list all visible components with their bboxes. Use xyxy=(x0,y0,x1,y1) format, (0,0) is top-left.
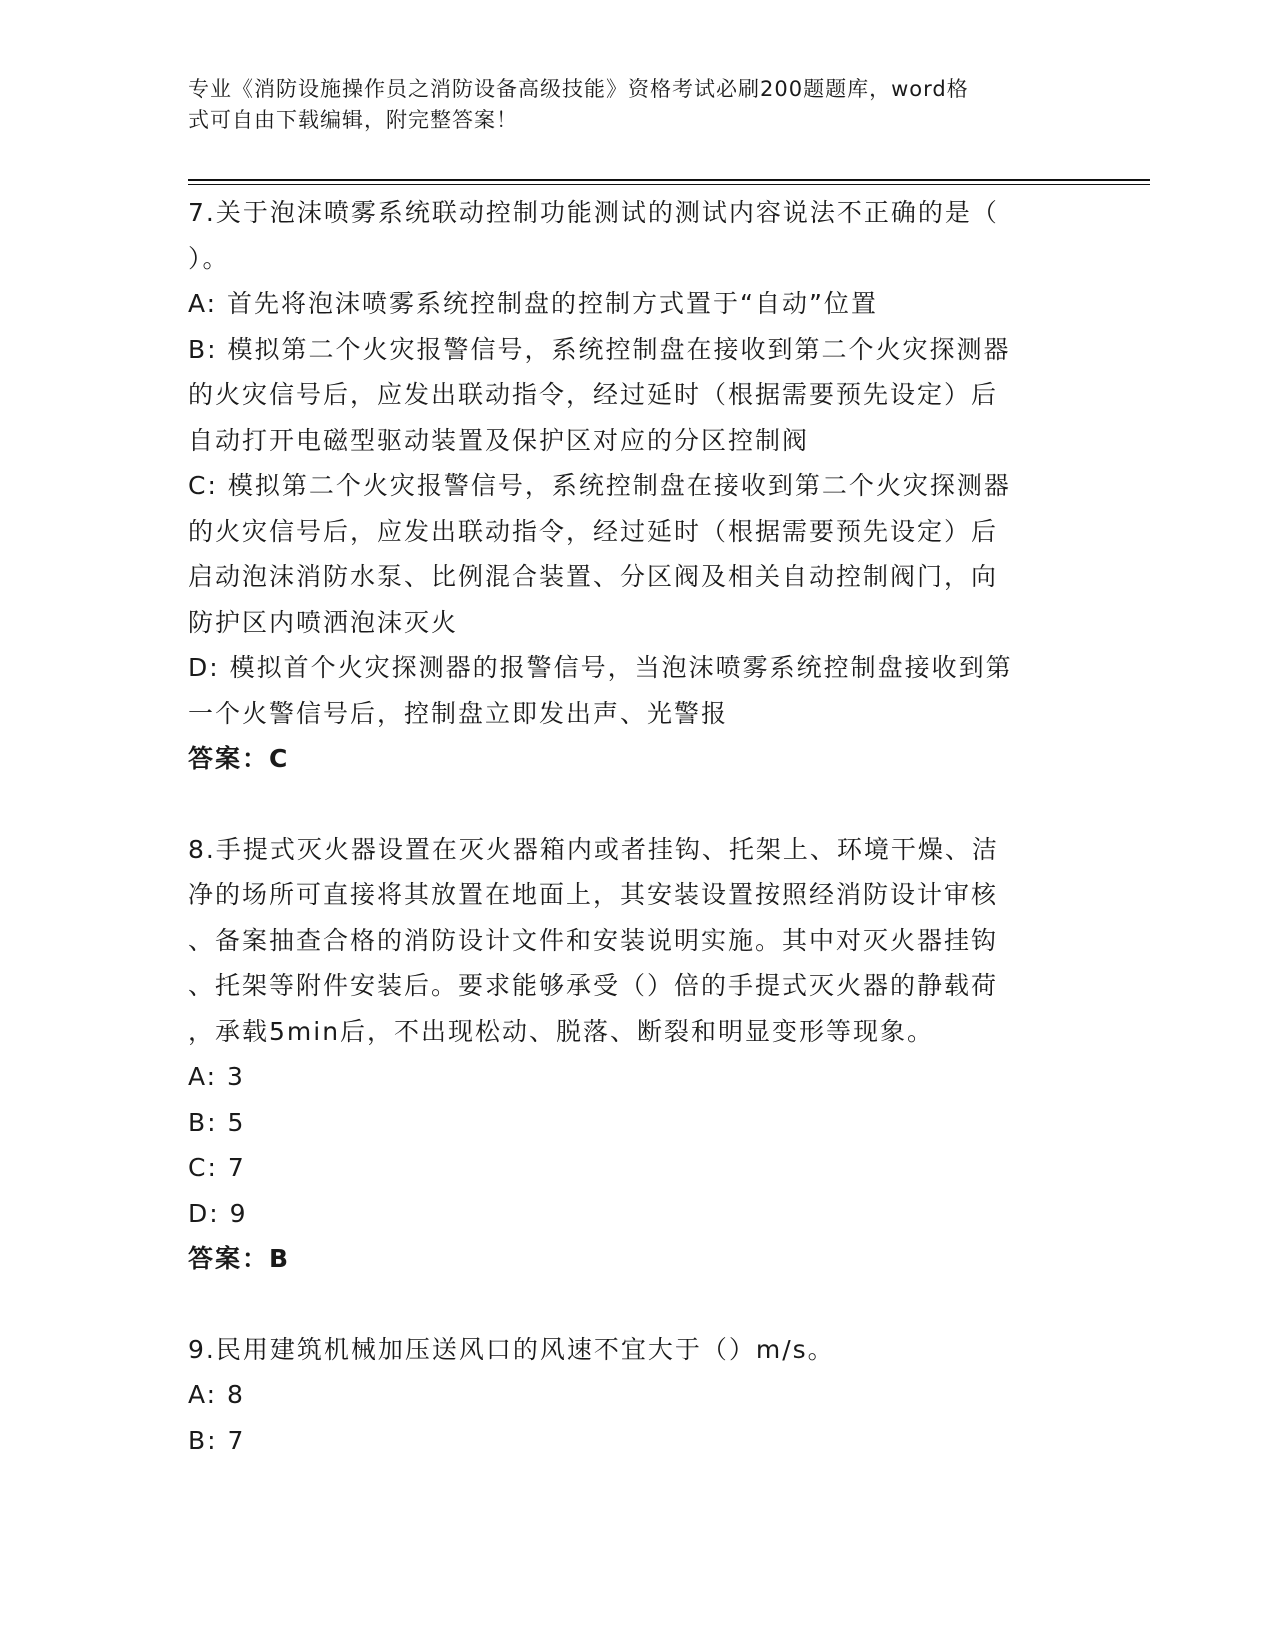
answer-label: 答案：C xyxy=(188,744,290,773)
option-b-cont: 自动打开电磁型驱动装置及保护区对应的分区控制阀 xyxy=(188,425,810,455)
option-c-cont: 防护区内喷洒泡沫灭火 xyxy=(188,607,459,637)
answer-label: 答案：B xyxy=(188,1244,291,1273)
question-line: 8.手提式灭火器设置在灭火器箱内或者挂钩、托架上、环境干燥、洁 xyxy=(188,834,999,864)
question-line: 净的场所可直接将其放置在地面上，其安装设置按照经消防设计审核 xyxy=(188,880,999,909)
question-line: 9.民用建筑机械加压送风口的风速不宜大于（）m/s。 xyxy=(188,1334,835,1364)
header-divider-thick xyxy=(188,179,1150,181)
option-c-cont: 的火灾信号后，应发出联动指令，经过延时（根据需要预先设定）后 xyxy=(188,516,999,546)
question-8 xyxy=(188,827,1078,1282)
header-line-2: 式可自由下载编辑，附完整答案！ xyxy=(188,108,518,132)
question-list xyxy=(188,190,1078,1463)
option-c-cont: 启动泡沫消防水泵、比例混合装置、分区阀及相关自动控制阀门，向 xyxy=(188,562,999,591)
option-b: B: 5 xyxy=(188,1107,246,1137)
header-line-1: 专业《消防设施操作员之消防设备高级技能》资格考试必刷200题题库，word格 xyxy=(188,77,969,101)
question-line: 、托架等附件安装后。要求能够承受（）倍的手提式灭火器的静载荷 xyxy=(188,971,999,1000)
option-a: A: 首先将泡沫喷雾系统控制盘的控制方式置于“自动”位置 xyxy=(188,289,878,318)
question-line: ）。 xyxy=(188,243,230,273)
option-d-cont: 一个火警信号后，控制盘立即发出声、光警报 xyxy=(188,698,729,728)
option-a: A: 8 xyxy=(188,1380,245,1409)
option-b: B: 模拟第二个火灾报警信号，系统控制盘在接收到第二个火灾探测器 xyxy=(188,334,1011,364)
question-gap xyxy=(188,1282,1078,1327)
option-c: C: 模拟第二个火灾报警信号，系统控制盘在接收到第二个火灾探测器 xyxy=(188,471,1011,500)
option-b: B: 7 xyxy=(188,1425,246,1455)
question-line: 7.关于泡沫喷雾系统联动控制功能测试的测试内容说法不正确的是（ xyxy=(188,198,999,227)
question-line: ，承载5min后，不出现松动、脱落、断裂和明显变形等现象。 xyxy=(188,1016,935,1046)
option-a: A: 3 xyxy=(188,1062,245,1091)
page-header xyxy=(188,74,1068,136)
option-d: D: 9 xyxy=(188,1198,248,1228)
option-c: C: 7 xyxy=(188,1153,246,1182)
option-b-cont: 的火灾信号后，应发出联动指令，经过延时（根据需要预先设定）后 xyxy=(188,380,999,409)
question-7 xyxy=(188,190,1078,782)
question-line: 、备案抽查合格的消防设计文件和安装说明实施。其中对灭火器挂钩 xyxy=(188,925,999,955)
header-divider-thin xyxy=(188,184,1150,185)
question-gap xyxy=(188,782,1078,827)
question-9 xyxy=(188,1327,1078,1464)
option-d: D: 模拟首个火灾探测器的报警信号，当泡沫喷雾系统控制盘接收到第 xyxy=(188,653,1013,682)
